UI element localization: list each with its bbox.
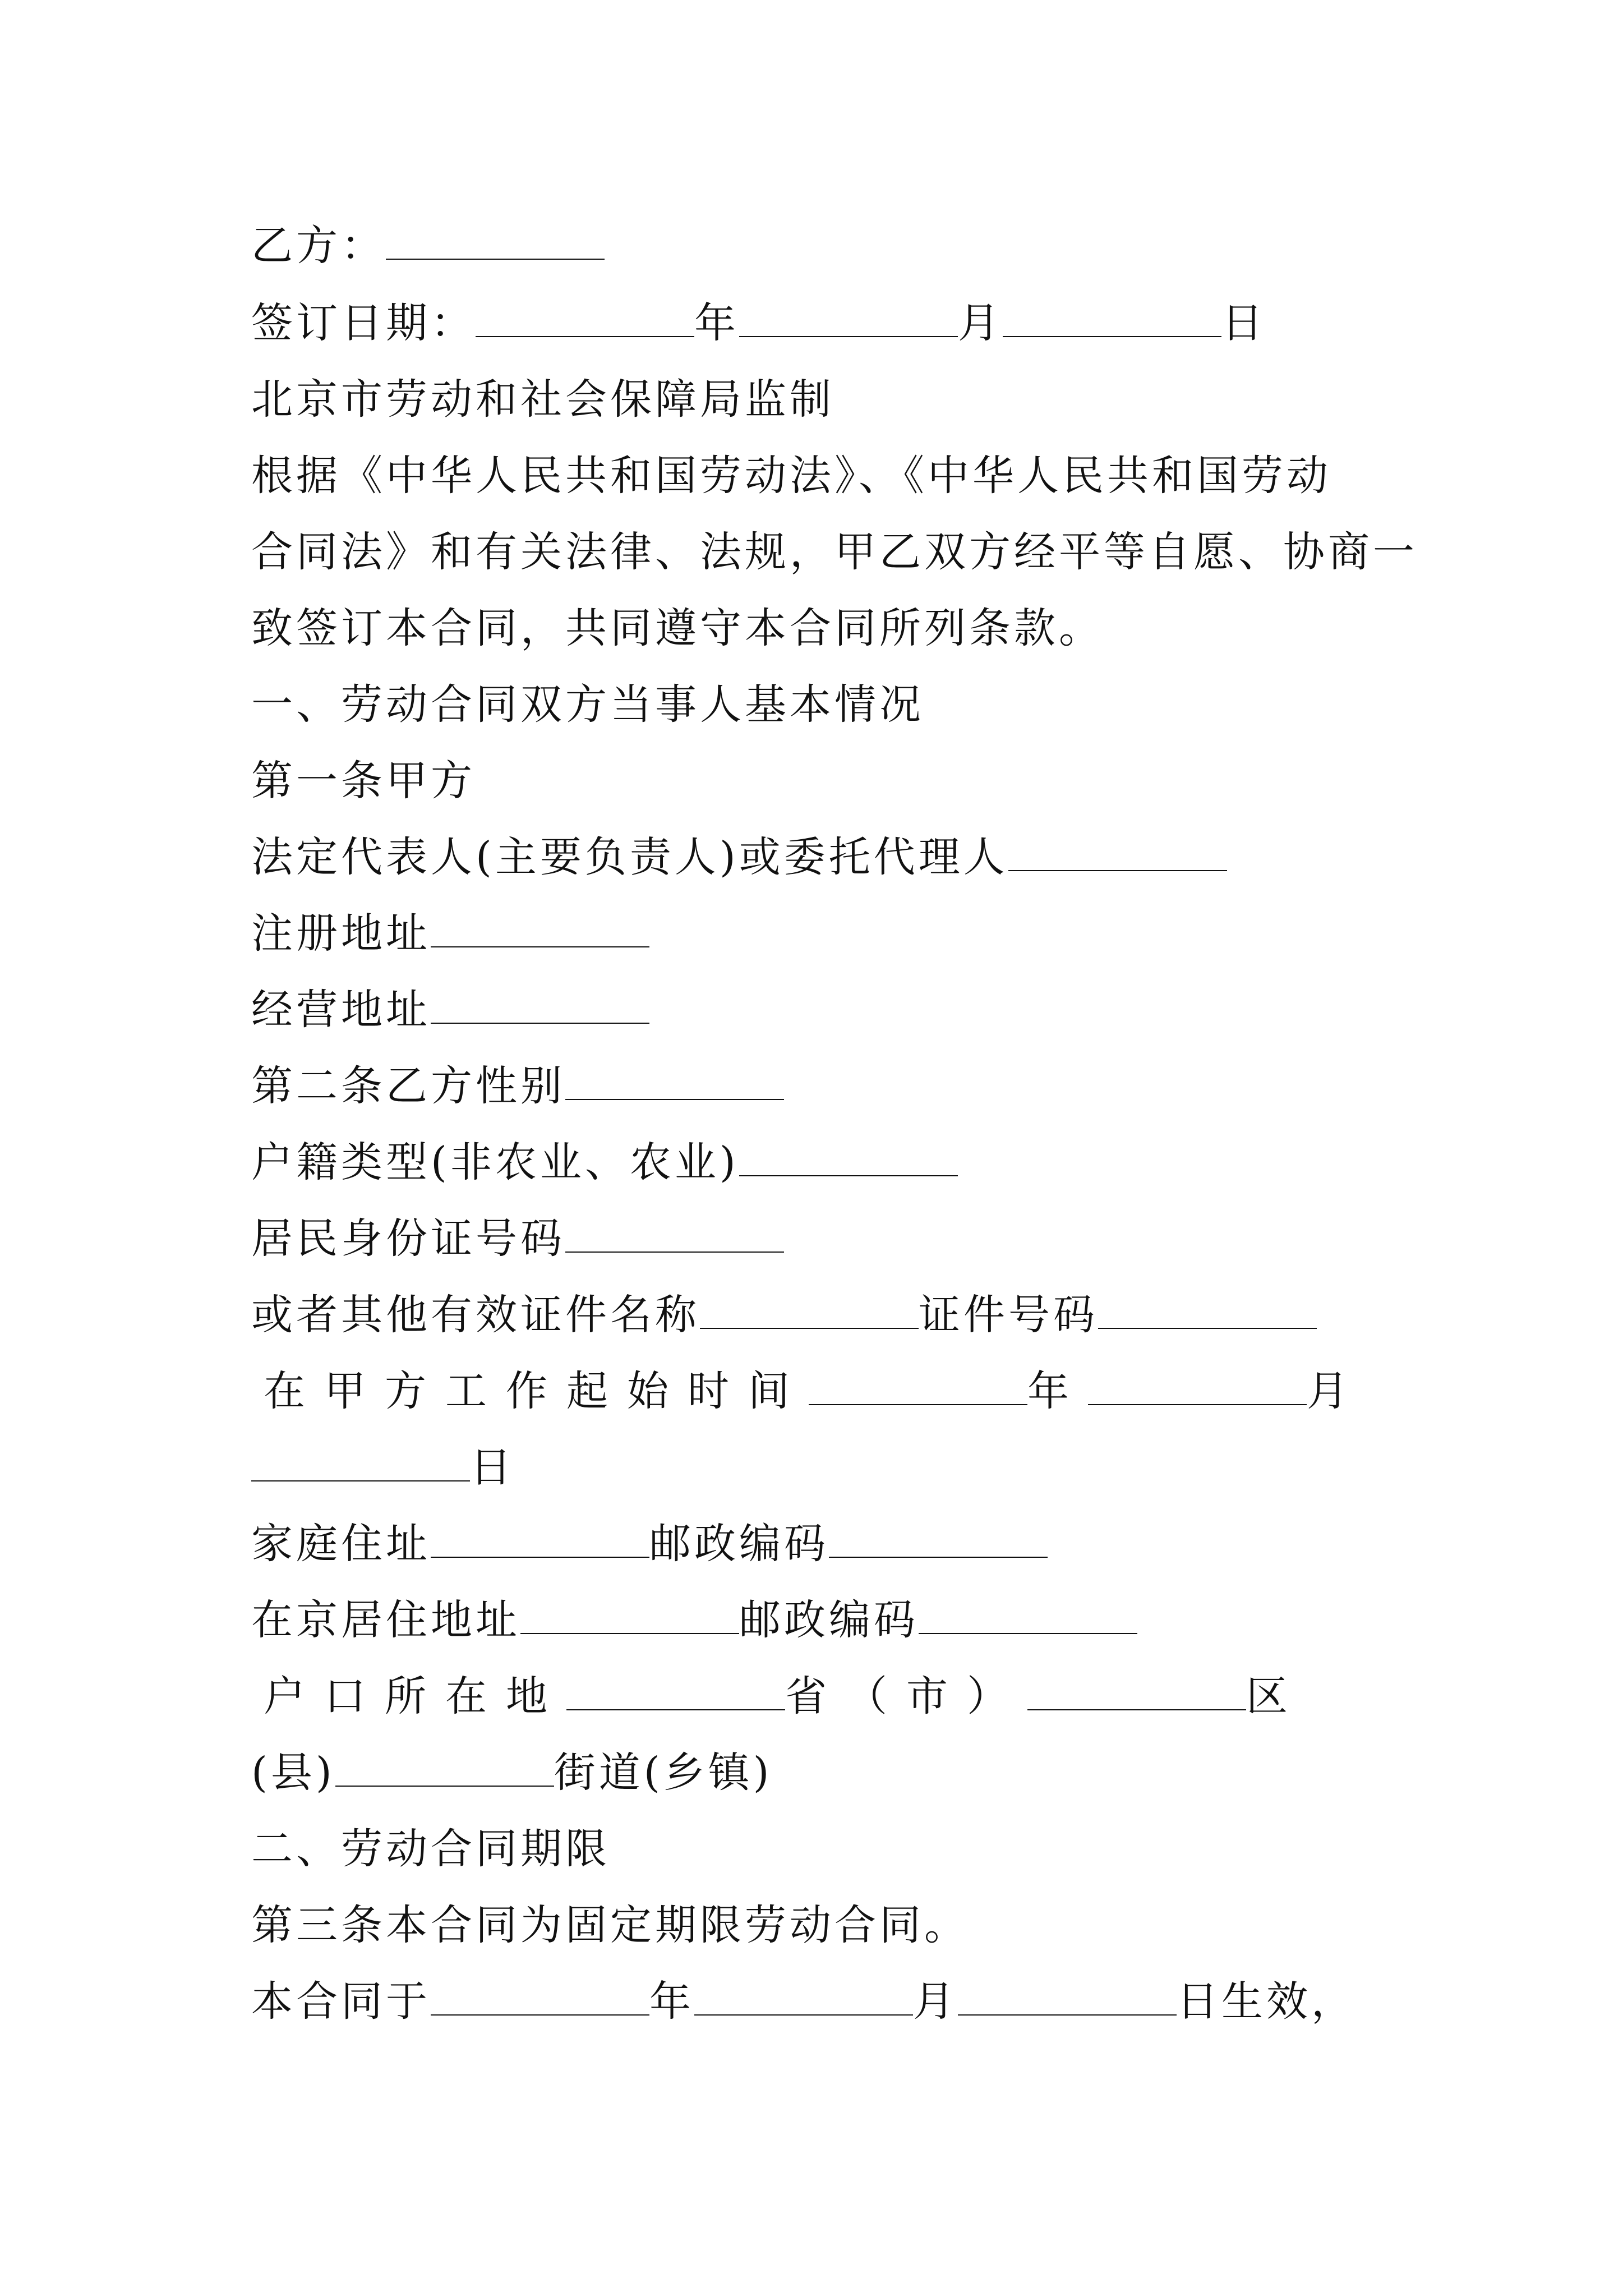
start-year-label: 年: [1027, 1367, 1088, 1415]
sign-date-label: 签订日期：: [251, 299, 476, 347]
start-work-day-line: [251, 1441, 515, 1494]
household-type-line: [251, 1135, 958, 1189]
beijing-address-blank[interactable]: [520, 1594, 739, 1634]
start-year-blank[interactable]: [809, 1365, 1027, 1405]
other-id-name-label: 或者其他有效证件名称: [251, 1291, 700, 1339]
effective-date-line: [251, 1975, 1356, 2028]
gender-label: 第二条乙方性别: [251, 1062, 565, 1110]
legal-rep-label: 法定代表人(主要负责人)或委托代理人: [251, 833, 1008, 881]
household-type-label: 户籍类型(非农业、农业): [251, 1138, 739, 1186]
gender-line: [251, 1059, 784, 1113]
effective-prefix: 本合同于: [251, 1977, 431, 2026]
party-b-line: [251, 219, 605, 273]
day-label: 日: [1221, 299, 1266, 347]
start-work-line: [264, 1364, 1352, 1418]
business-address-blank[interactable]: [431, 983, 649, 1024]
id-number-blank[interactable]: [565, 1212, 784, 1253]
home-address-line: [251, 1517, 1048, 1571]
province-city-label: 省（市）: [785, 1672, 1027, 1720]
section1-title: 一、劳动合同双方当事人基本情况: [251, 680, 924, 729]
legal-rep-line: [251, 830, 1227, 884]
home-address-blank[interactable]: [431, 1517, 649, 1558]
supervisor-line: 北京市劳动和社会保障局监制: [251, 375, 834, 424]
section2-title: 二、劳动合同期限: [251, 1825, 610, 1873]
effective-year-label: 年: [649, 1977, 694, 2026]
legal-rep-blank[interactable]: [1008, 831, 1227, 871]
home-address-label: 家庭住址: [251, 1520, 431, 1568]
sign-month-blank[interactable]: [739, 297, 958, 337]
start-month-blank[interactable]: [1088, 1365, 1307, 1405]
beijing-address-label: 在京居住地址: [251, 1596, 520, 1644]
other-id-number-blank[interactable]: [1098, 1289, 1317, 1329]
effective-day-blank[interactable]: [958, 1975, 1177, 2016]
beijing-postal-label: 邮政编码: [739, 1596, 919, 1644]
id-number-line: [251, 1212, 784, 1266]
month-label: 月: [958, 299, 1003, 347]
party-b-blank[interactable]: [386, 219, 605, 260]
effective-year-blank[interactable]: [431, 1975, 649, 2016]
sign-day-blank[interactable]: [1003, 297, 1221, 337]
start-day-label: 日: [470, 1443, 515, 1492]
article1-title: 第一条甲方: [251, 757, 476, 805]
hukou-district-blank[interactable]: [1027, 1670, 1246, 1710]
county-label: (县): [251, 1749, 335, 1797]
business-address-label: 经营地址: [251, 986, 431, 1034]
intro-line-3: 致签订本合同，共同遵守本合同所列条款。: [251, 604, 1104, 652]
hukou-line-2: [251, 1746, 773, 1800]
sign-date-line: [251, 296, 1266, 350]
party-b-label: 乙方：: [251, 222, 386, 270]
hukou-label: 户口所在地: [264, 1672, 566, 1720]
beijing-address-line: [251, 1593, 1137, 1647]
registered-address-line: [251, 907, 649, 960]
hukou-province-blank[interactable]: [566, 1670, 785, 1710]
intro-line-2: 合同法》和有关法律、法规，甲乙双方经平等自愿、协商一: [251, 528, 1418, 576]
household-type-blank[interactable]: [739, 1136, 958, 1176]
beijing-postal-blank[interactable]: [919, 1594, 1137, 1634]
other-id-number-label: 证件号码: [919, 1291, 1098, 1339]
registered-address-blank[interactable]: [431, 907, 649, 947]
district-label: 区: [1246, 1672, 1291, 1720]
business-address-line: [251, 983, 649, 1037]
home-postal-blank[interactable]: [829, 1517, 1048, 1558]
start-day-blank[interactable]: [251, 1441, 470, 1481]
hukou-line: [264, 1669, 1291, 1723]
start-month-label: 月: [1307, 1367, 1352, 1415]
other-id-line: [251, 1288, 1317, 1342]
home-postal-label: 邮政编码: [649, 1520, 829, 1568]
gender-blank[interactable]: [565, 1060, 784, 1100]
article3-line: 第三条本合同为固定期限劳动合同。: [251, 1901, 969, 1949]
intro-line-1: 根据《中华人民共和国劳动法》、《中华人民共和国劳动: [251, 452, 1331, 500]
effective-month-label: 月: [913, 1977, 958, 2026]
effective-month-blank[interactable]: [694, 1975, 913, 2016]
hukou-street-blank[interactable]: [335, 1746, 554, 1787]
start-work-label: 在甲方工作起始时间: [264, 1367, 809, 1415]
sign-year-blank[interactable]: [476, 297, 694, 337]
effective-suffix: 日生效，: [1177, 1977, 1356, 2026]
year-label: 年: [694, 299, 739, 347]
other-id-name-blank[interactable]: [700, 1289, 919, 1329]
registered-address-label: 注册地址: [251, 909, 431, 958]
id-number-label: 居民身份证号码: [251, 1214, 565, 1263]
street-label: 街道(乡镇): [554, 1749, 773, 1797]
